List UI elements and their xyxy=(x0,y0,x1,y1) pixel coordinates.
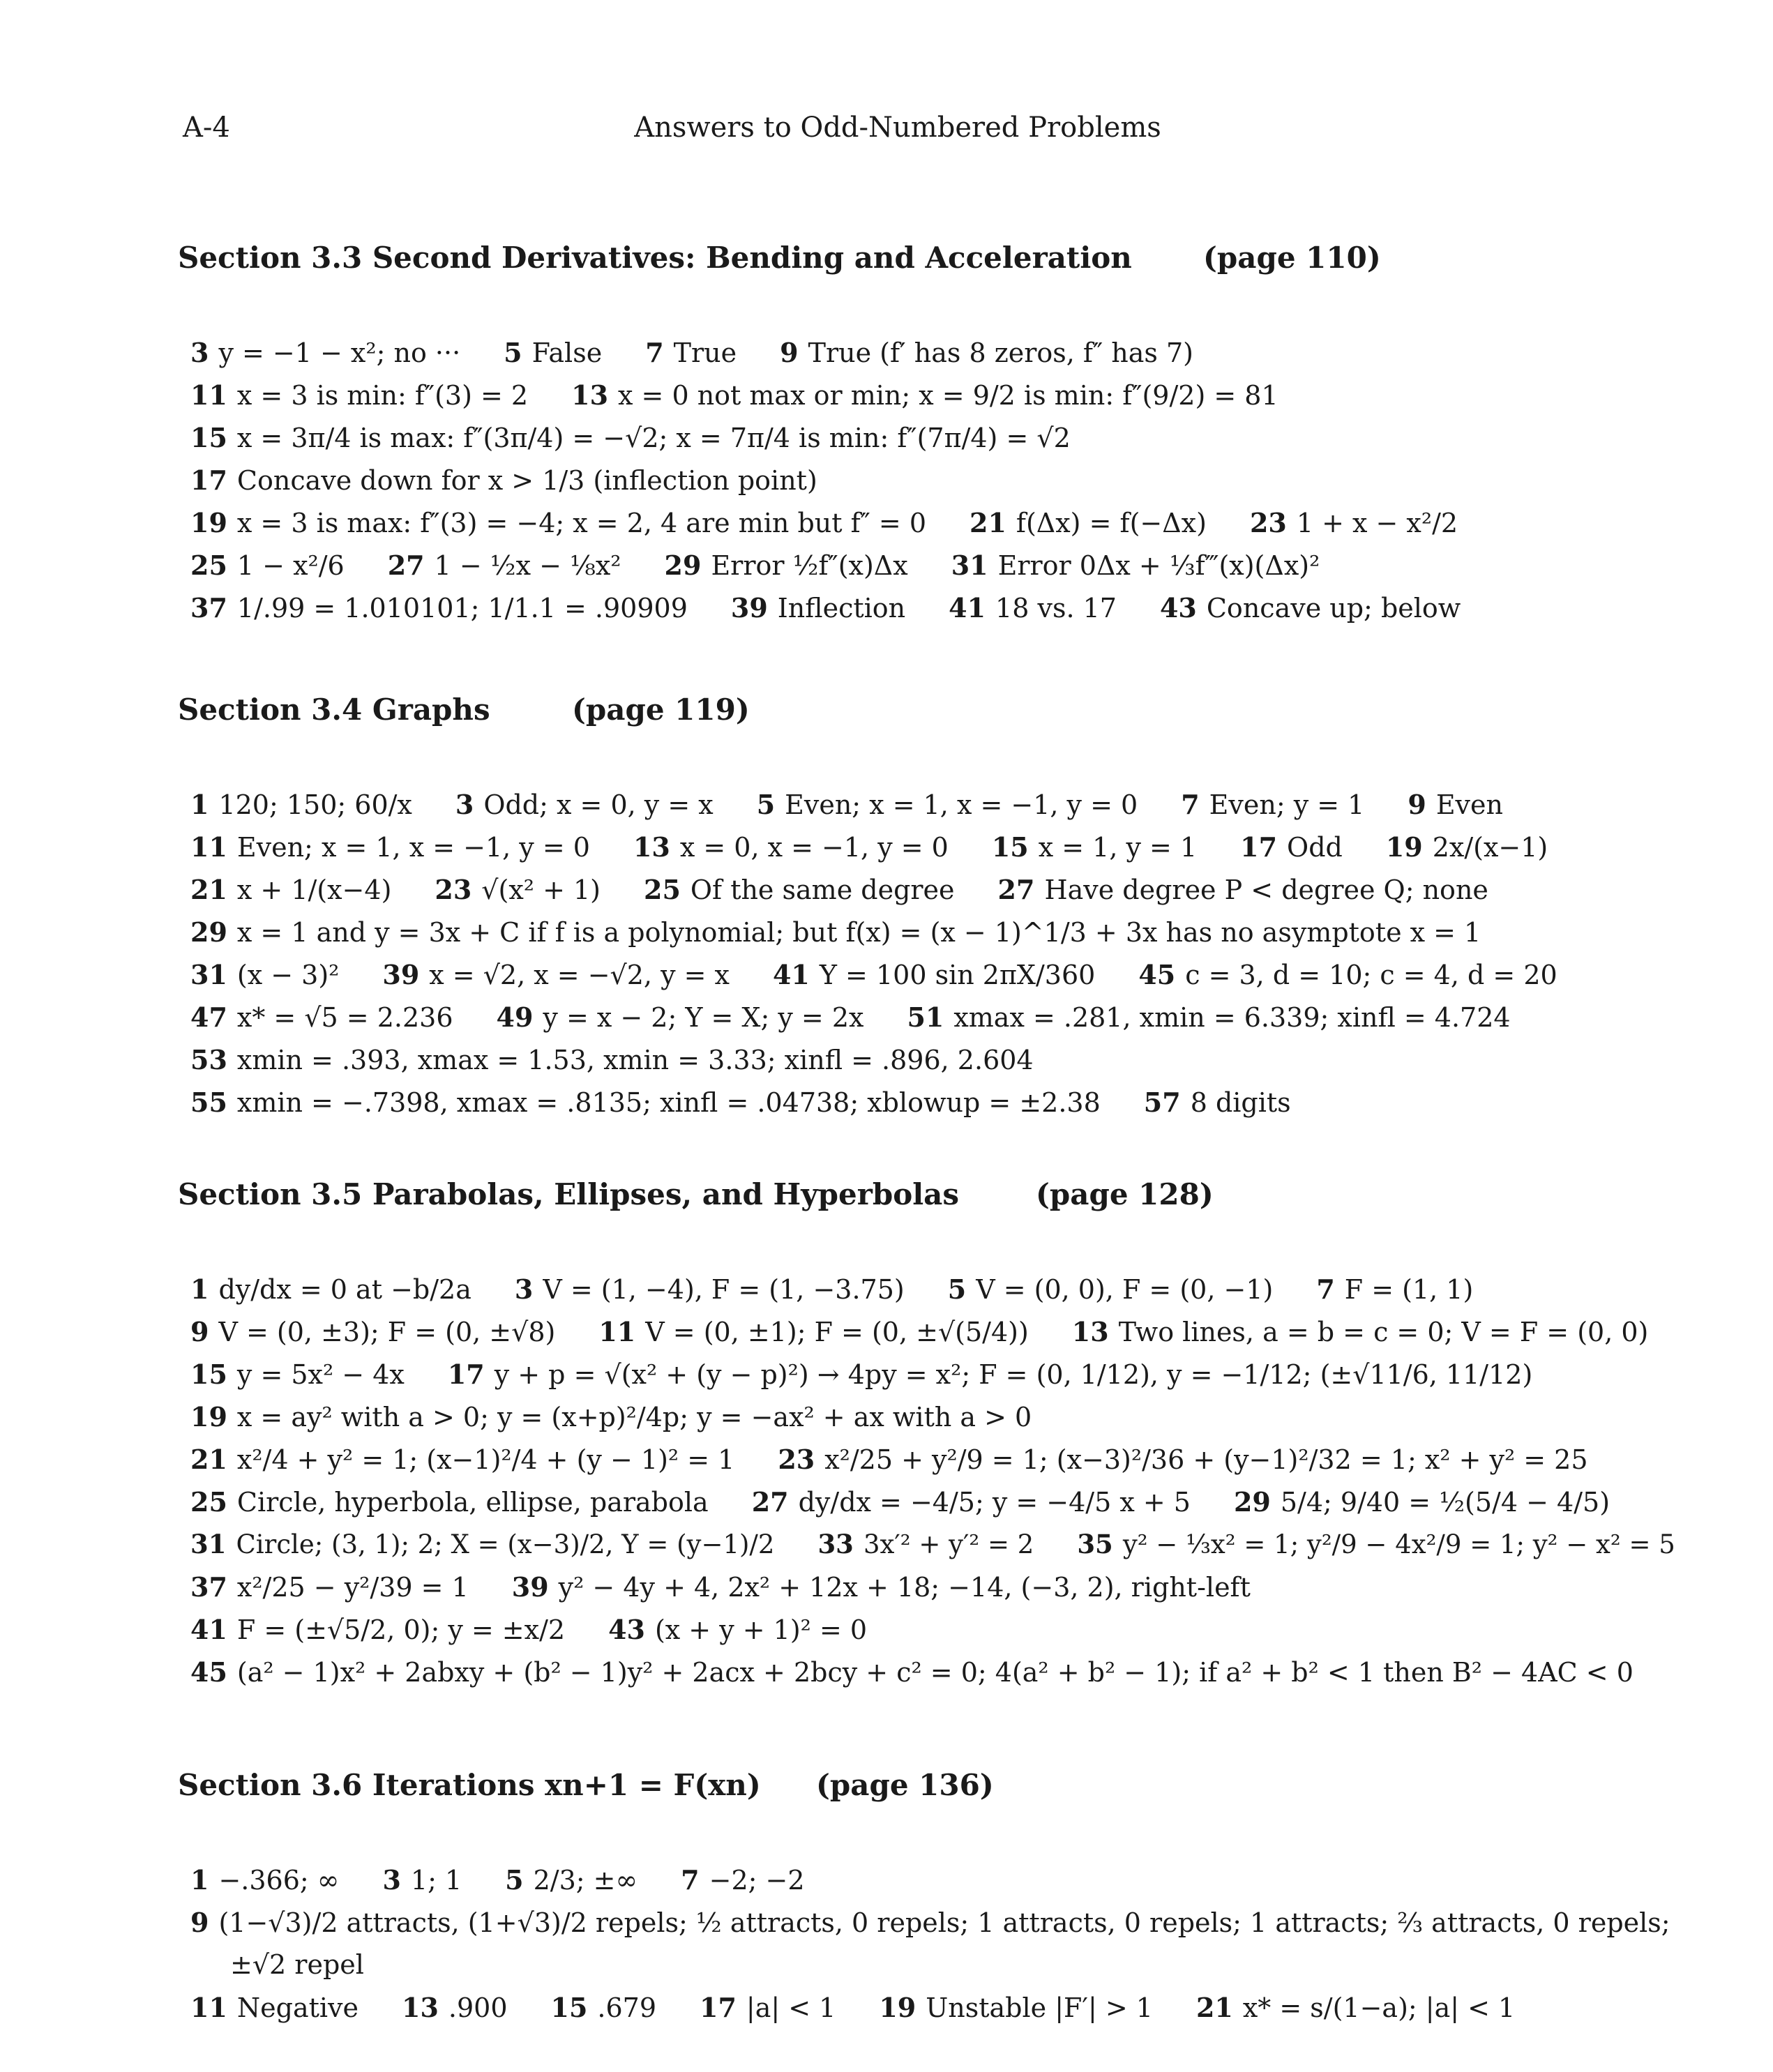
answer-list xyxy=(178,331,1643,629)
problem-number: 29 xyxy=(1233,1486,1271,1518)
answer-list xyxy=(178,1268,1675,1693)
answer-text: √(x² + 1) xyxy=(481,875,601,905)
answer-text: x* = s/(1−a); |a| < 1 xyxy=(1242,1992,1516,2023)
answer-text: Concave down for x > 1/3 (inflection point) xyxy=(236,465,817,496)
answer-line xyxy=(178,1944,1643,1986)
problem-number: 31 xyxy=(190,1529,227,1559)
problem-number: 31 xyxy=(951,550,988,581)
section-heading xyxy=(178,1768,1643,1810)
answer-item xyxy=(1250,501,1458,545)
problem-number: 47 xyxy=(190,1001,227,1033)
section-page-ref: (page 119) xyxy=(572,693,750,727)
answer-item xyxy=(1240,826,1343,869)
answer-line xyxy=(178,1481,1643,1523)
problem-number: 9 xyxy=(1408,789,1426,820)
answer-item xyxy=(230,1944,364,1986)
answer-text: Odd xyxy=(1287,832,1343,863)
answer-item xyxy=(382,953,730,997)
answer-text: (x + y + 1)² = 0 xyxy=(654,1615,868,1645)
answer-item xyxy=(190,587,688,630)
answer-text: x = 3π/4 is max: f″(3π/4) = −√2; x = 7π/4 is min: f″(7π/4) = √2 xyxy=(236,423,1071,453)
answer-item xyxy=(773,953,1095,997)
answer-line xyxy=(178,911,1643,953)
answer-text: Two lines, a = b = c = 0; V = F = (0, 0) xyxy=(1118,1317,1649,1347)
answer-text: 5/4; 9/40 = ½(5/4 − 4/5) xyxy=(1280,1487,1610,1518)
answer-text: 8 digits xyxy=(1190,1087,1291,1118)
problem-number: 5 xyxy=(756,789,776,820)
answer-text: 2/3; ±∞ xyxy=(533,1865,638,1896)
answer-text: Circle; (3, 1); 2; X = (x−3)/2, Y = (y−1)/2 xyxy=(236,1529,775,1559)
problem-number: 25 xyxy=(644,874,681,905)
answer-text: −.366; ∞ xyxy=(218,1865,340,1896)
answer-item xyxy=(645,331,737,375)
answer-text: Negative xyxy=(236,1992,359,2023)
answer-line xyxy=(178,459,1643,501)
problem-number: 23 xyxy=(778,1444,815,1475)
answer-text: y² − 4y + 4, 2x² + 12x + 18; −14, (−3, 2), right-left xyxy=(558,1572,1251,1603)
answer-item xyxy=(1316,1268,1473,1311)
problem-number: 13 xyxy=(1071,1316,1109,1347)
problem-number: 37 xyxy=(190,592,227,623)
answer-line xyxy=(178,1268,1643,1310)
answer-list xyxy=(178,783,1643,1124)
answer-item xyxy=(190,1268,471,1311)
answer-line xyxy=(178,1396,1643,1438)
problem-number: 21 xyxy=(1195,1992,1233,2023)
answer-text: y = 5x² − 4x xyxy=(236,1359,405,1390)
answer-item xyxy=(948,1268,1274,1311)
answer-item xyxy=(190,1523,774,1566)
answer-item xyxy=(752,1481,1191,1524)
problem-number: 3 xyxy=(514,1273,534,1305)
answer-item xyxy=(907,996,1510,1039)
problem-number: 23 xyxy=(1249,507,1287,538)
problem-number: 17 xyxy=(700,1992,737,2023)
problem-number: 43 xyxy=(608,1614,645,1645)
answer-item xyxy=(190,1310,555,1354)
answer-line xyxy=(178,953,1643,996)
answer-text: x* = √5 = 2.236 xyxy=(236,1002,453,1033)
answer-text: x + 1/(x−4) xyxy=(236,875,392,905)
answer-item xyxy=(190,1901,1670,1944)
problem-number: 55 xyxy=(190,1087,227,1118)
answer-text: True (f′ has 8 zeros, f″ has 7) xyxy=(808,338,1193,368)
answer-text: 1 − x²/6 xyxy=(236,550,345,581)
answer-item xyxy=(608,1608,867,1651)
problem-number: 21 xyxy=(970,507,1006,538)
answer-item xyxy=(1144,1081,1291,1124)
section-heading xyxy=(178,1177,1643,1219)
answer-text: ±√2 repel xyxy=(230,1949,364,1980)
section-title: Section 3.4 Graphs xyxy=(178,693,490,727)
answer-text: V = (0, ±1); F = (0, ±√(5/4)) xyxy=(645,1317,1029,1347)
answer-item xyxy=(190,1986,359,2029)
answer-text: Unstable |F′| > 1 xyxy=(926,1992,1153,2023)
problem-number: 21 xyxy=(190,874,227,905)
problem-number: 43 xyxy=(1159,592,1197,623)
answer-item xyxy=(780,331,1193,375)
answer-line xyxy=(178,1859,1643,1901)
problem-number: 29 xyxy=(190,916,227,948)
problem-number: 15 xyxy=(190,1359,227,1390)
section-3-5 xyxy=(178,1177,1675,1693)
answer-item xyxy=(633,826,949,869)
answer-item xyxy=(879,1986,1153,2029)
problem-number: 15 xyxy=(550,1992,588,2023)
answer-item xyxy=(190,826,590,869)
answer-item xyxy=(190,416,1071,460)
problem-number: 27 xyxy=(997,874,1035,905)
problem-number: 41 xyxy=(190,1614,227,1645)
answer-item xyxy=(435,868,601,912)
answer-text: True xyxy=(673,338,737,368)
answer-line xyxy=(178,1438,1643,1481)
problem-number: 41 xyxy=(772,959,810,990)
problem-number: 3 xyxy=(190,337,209,368)
answer-text: 1; 1 xyxy=(410,1865,462,1896)
page-number: A-4 xyxy=(183,112,230,144)
section-page-ref: (page 128) xyxy=(1036,1177,1214,1211)
problem-number: 11 xyxy=(190,1992,227,2023)
answer-line xyxy=(178,1353,1643,1396)
problem-number: 39 xyxy=(511,1571,549,1603)
answer-text: Even; x = 1, x = −1, y = 0 xyxy=(236,832,590,863)
problem-number: 5 xyxy=(504,337,522,368)
answer-text: Even; y = 1 xyxy=(1209,789,1365,820)
problem-number: 17 xyxy=(1240,831,1278,863)
answer-item xyxy=(190,1038,1034,1082)
answer-text: x²/25 − y²/39 = 1 xyxy=(236,1572,469,1603)
answer-text: V = (0, 0), F = (0, −1) xyxy=(976,1274,1274,1305)
answer-item xyxy=(448,1353,1532,1396)
problem-number: 5 xyxy=(947,1273,967,1305)
answer-text: Error ½f″(x)Δx xyxy=(711,550,908,581)
problem-number: 3 xyxy=(382,1864,401,1896)
answer-text: F = (±√5/2, 0); y = ±x/2 xyxy=(236,1615,566,1645)
answer-text: 1 − ½x − ⅛x² xyxy=(434,550,621,581)
answer-item xyxy=(992,826,1197,869)
problem-number: 39 xyxy=(382,959,420,990)
problem-number: 21 xyxy=(190,1444,227,1475)
answer-item xyxy=(1408,783,1503,826)
problem-number: 7 xyxy=(1181,789,1200,820)
problem-number: 25 xyxy=(190,550,227,581)
answer-text: x = 0 not max or min; x = 9/2 is min: f″(9/2) = 81 xyxy=(618,380,1278,411)
problem-number: 49 xyxy=(496,1001,534,1033)
answer-item xyxy=(1077,1523,1675,1566)
answer-text: y + p = √(x² + (y − p)²) → 4py = x²; F = (0, 1/12), y = −1/12; (±√11/6, 11/12) xyxy=(494,1359,1533,1390)
answer-line xyxy=(178,587,1643,629)
answer-text: x = 0, x = −1, y = 0 xyxy=(679,832,949,863)
answer-item xyxy=(598,1310,1028,1354)
problem-number: 45 xyxy=(1138,959,1176,990)
answer-item xyxy=(1386,826,1548,869)
answer-text: Concave up; below xyxy=(1206,593,1461,623)
answer-line xyxy=(178,1038,1643,1081)
answer-text: Of the same degree xyxy=(690,875,955,905)
answer-item xyxy=(551,1986,657,2029)
problem-number: 27 xyxy=(751,1486,789,1518)
problem-number: 19 xyxy=(190,507,227,538)
answer-text: x = 3 is min: f″(3) = 2 xyxy=(236,380,529,411)
answer-line xyxy=(178,1651,1643,1693)
answer-item xyxy=(681,1859,804,1902)
answer-text: 2x/(x−1) xyxy=(1432,832,1548,863)
answer-text: .900 xyxy=(448,1992,508,2023)
answer-item xyxy=(190,331,460,375)
problem-number: 17 xyxy=(447,1359,485,1390)
problem-number: 7 xyxy=(645,337,664,368)
answer-item xyxy=(998,868,1488,912)
answer-item xyxy=(388,544,621,587)
answer-line xyxy=(178,1310,1649,1353)
answer-text: Inflection xyxy=(777,593,906,623)
problem-number: 57 xyxy=(1143,1087,1181,1118)
answer-line xyxy=(178,1523,1675,1566)
answer-text: xmax = .281, xmin = 6.339; xinfl = 4.724 xyxy=(953,1002,1511,1033)
answer-item xyxy=(497,996,864,1039)
answer-text: 1 + x − x²/2 xyxy=(1296,508,1458,538)
answer-item xyxy=(951,544,1320,587)
answer-line xyxy=(178,826,1643,868)
problem-number: 13 xyxy=(633,831,670,863)
answer-text: f(Δx) = f(−Δx) xyxy=(1016,508,1207,538)
answer-text: Have degree P < degree Q; none xyxy=(1044,875,1488,905)
answer-text: x²/25 + y²/9 = 1; (x−3)²/36 + (y−1)²/32 = 1; x² + y² = 25 xyxy=(824,1444,1588,1475)
answer-item xyxy=(512,1566,1251,1609)
section-title: Section 3.3 Second Derivatives: Bending and Acceleration xyxy=(178,241,1132,275)
answer-text: (a² − 1)x² + 2abxy + (b² − 1)y² + 2acx + 2bcy + c² = 0; 4(a² + b² − 1); if a² + b² < 1 then B² − 4AC < 0 xyxy=(236,1657,1634,1688)
problem-number: 13 xyxy=(571,379,609,411)
answer-item xyxy=(731,587,905,630)
answer-line xyxy=(178,374,1643,416)
answer-line xyxy=(178,501,1643,544)
answer-item xyxy=(665,544,908,587)
answer-text: V = (0, ±3); F = (0, ±√8) xyxy=(218,1317,556,1347)
problem-number: 9 xyxy=(190,1316,209,1347)
problem-number: 11 xyxy=(190,831,227,863)
problem-number: 19 xyxy=(190,1401,227,1432)
running-head xyxy=(183,112,1613,153)
problem-number: 41 xyxy=(949,592,986,623)
problem-number: 9 xyxy=(780,337,799,368)
problem-number: 51 xyxy=(907,1001,944,1033)
answer-text: 18 vs. 17 xyxy=(995,593,1117,623)
answer-item xyxy=(1160,587,1461,630)
problem-number: 3 xyxy=(455,789,474,820)
problem-number: 27 xyxy=(387,550,425,581)
problem-number: 29 xyxy=(664,550,702,581)
answer-item xyxy=(190,1081,1101,1124)
problem-number: 23 xyxy=(435,874,472,905)
answer-item xyxy=(817,1523,1034,1566)
answer-item xyxy=(1138,953,1557,997)
answer-text: y² − ⅓x² = 1; y²/9 − 4x²/9 = 1; y² − x² = 5 xyxy=(1122,1529,1675,1559)
answer-text: xmin = −.7398, xmax = .8135; xinfl = .04738; xblowup = ±2.38 xyxy=(236,1087,1101,1118)
answer-text: y = x − 2; Y = X; y = 2x xyxy=(543,1002,864,1033)
problem-number: 5 xyxy=(505,1864,524,1896)
answer-text: dy/dx = 0 at −b/2a xyxy=(218,1274,471,1305)
answer-line xyxy=(178,331,1643,374)
answer-item xyxy=(190,1396,1032,1439)
answer-line xyxy=(178,1608,1643,1651)
answer-list xyxy=(178,1859,1670,2029)
answer-text: x²/4 + y² = 1; (x−1)²/4 + (y − 1)² = 1 xyxy=(236,1444,735,1475)
answer-text: Y = 100 sin 2πX/360 xyxy=(819,960,1096,990)
answer-item xyxy=(1234,1481,1610,1524)
answer-item xyxy=(644,868,955,912)
answer-line xyxy=(178,1986,1643,2029)
answer-item xyxy=(190,1859,339,1902)
answer-text: Error 0Δx + ⅓f‴(x)(Δx)² xyxy=(997,550,1320,581)
problem-number: 11 xyxy=(190,379,227,411)
answer-line xyxy=(178,416,1643,459)
answer-item xyxy=(190,544,345,587)
answer-item xyxy=(757,783,1138,826)
problem-number: 7 xyxy=(681,1864,700,1896)
answer-text: dy/dx = −4/5; y = −4/5 x + 5 xyxy=(798,1487,1191,1518)
answer-text: y = −1 − x²; no ··· xyxy=(218,338,461,368)
section-title: Section 3.5 Parabolas, Ellipses, and Hyperbolas xyxy=(178,1177,960,1211)
problem-number: 1 xyxy=(190,1273,209,1305)
answer-item xyxy=(190,996,453,1039)
answer-text: 1/.99 = 1.010101; 1/1.1 = .90909 xyxy=(236,593,688,623)
answer-text: F = (1, 1) xyxy=(1344,1274,1474,1305)
answer-line xyxy=(178,1566,1643,1608)
answer-item xyxy=(504,331,602,375)
problem-number: 35 xyxy=(1077,1529,1113,1559)
section-3-3 xyxy=(178,241,1643,629)
section-page-ref: (page 110) xyxy=(1203,241,1381,275)
problem-number: 9 xyxy=(190,1907,209,1938)
answer-text: (x − 3)² xyxy=(236,960,340,990)
problem-number: 25 xyxy=(190,1486,227,1518)
answer-text: 120; 150; 60/x xyxy=(218,789,412,820)
answer-item xyxy=(1072,1310,1649,1354)
answer-text: x = 3 is max: f″(3) = −4; x = 2, 4 are min but f″ = 0 xyxy=(236,508,927,538)
answer-item xyxy=(190,1353,405,1396)
answer-text: −2; −2 xyxy=(709,1865,805,1896)
answer-item xyxy=(970,501,1207,545)
section-page-ref: (page 136) xyxy=(816,1768,994,1802)
problem-number: 53 xyxy=(190,1044,227,1075)
answer-item xyxy=(190,783,412,826)
problem-number: 19 xyxy=(1385,831,1423,863)
answer-text: Odd; x = 0, y = x xyxy=(483,789,714,820)
answer-line xyxy=(178,996,1643,1038)
answer-item xyxy=(700,1986,836,2029)
section-title: Section 3.6 Iterations xn+1 = F(xn) xyxy=(178,1768,761,1802)
section-3-6 xyxy=(178,1768,1670,2029)
problem-number: 15 xyxy=(991,831,1029,863)
answer-text: c = 3, d = 10; c = 4, d = 20 xyxy=(1185,960,1557,990)
answer-item xyxy=(190,459,817,502)
answer-text: x = 1 and y = 3x + C if f is a polynomial; but f(x) = (x − 1)^1/3 + 3x has no asymptote x = 1 xyxy=(236,917,1481,948)
answer-item xyxy=(190,1651,1634,1694)
answer-item xyxy=(190,1481,709,1524)
answer-item xyxy=(190,911,1481,954)
section-heading xyxy=(178,693,1643,734)
answer-item xyxy=(455,783,714,826)
answer-item xyxy=(1196,1986,1515,2029)
answer-text: x = 1, y = 1 xyxy=(1038,832,1198,863)
answer-text: Even xyxy=(1435,789,1503,820)
problem-number: 45 xyxy=(190,1656,227,1688)
problem-number: 31 xyxy=(190,959,227,990)
answer-line xyxy=(178,868,1643,911)
problem-number: 39 xyxy=(730,592,768,623)
problem-number: 19 xyxy=(879,1992,916,2023)
problem-number: 17 xyxy=(190,464,227,496)
answer-text: .679 xyxy=(597,1992,656,2023)
answer-text: |a| < 1 xyxy=(746,1992,836,2023)
problem-number: 37 xyxy=(190,1571,227,1603)
answer-item xyxy=(571,374,1278,417)
section-heading xyxy=(178,241,1643,282)
problem-number: 13 xyxy=(402,1992,439,2023)
problem-number: 33 xyxy=(817,1529,854,1559)
answer-item xyxy=(1181,783,1364,826)
problem-number: 11 xyxy=(598,1316,636,1347)
answer-item xyxy=(382,1859,462,1902)
answer-item xyxy=(190,953,339,997)
answer-item xyxy=(190,868,391,912)
answer-item xyxy=(190,1438,734,1481)
answer-item xyxy=(515,1268,905,1311)
answer-text: Even; x = 1, x = −1, y = 0 xyxy=(785,789,1138,820)
answer-text: xmin = .393, xmax = 1.53, xmin = 3.33; xinfl = .896, 2.604 xyxy=(236,1045,1034,1075)
answer-item xyxy=(402,1986,508,2029)
answer-text: x = √2, x = −√2, y = x xyxy=(429,960,730,990)
answer-line xyxy=(178,1901,1670,1944)
section-3-4 xyxy=(178,693,1643,1124)
answer-item xyxy=(949,587,1117,630)
answer-text: Circle, hyperbola, ellipse, parabola xyxy=(236,1487,709,1518)
answer-text: V = (1, −4), F = (1, −3.75) xyxy=(543,1274,905,1305)
answer-item xyxy=(190,501,926,545)
answer-item xyxy=(190,1566,469,1609)
answer-text: x = ay² with a > 0; y = (x+p)²/4p; y = −ax² + ax with a > 0 xyxy=(236,1402,1032,1432)
problem-number: 1 xyxy=(190,789,209,820)
problem-number: 15 xyxy=(190,422,227,453)
answer-item xyxy=(190,374,528,417)
problem-number: 7 xyxy=(1316,1273,1335,1305)
answer-text: False xyxy=(531,338,603,368)
answer-text: 3x′² + y′² = 2 xyxy=(863,1529,1034,1559)
answer-text: (1−√3)/2 attracts, (1+√3)/2 repels; ½ attracts, 0 repels; 1 attracts, 0 repels; 1 attracts; ⅔ attracts, 0 repels; xyxy=(218,1907,1670,1938)
answer-line xyxy=(178,1081,1643,1124)
answer-line xyxy=(178,783,1643,826)
problem-number: 1 xyxy=(190,1864,209,1896)
answer-item xyxy=(505,1859,637,1902)
answer-item xyxy=(778,1438,1587,1481)
running-title: Answers to Odd-Numbered Problems xyxy=(634,112,1161,144)
answer-item xyxy=(190,1608,565,1651)
answer-line xyxy=(178,544,1643,587)
